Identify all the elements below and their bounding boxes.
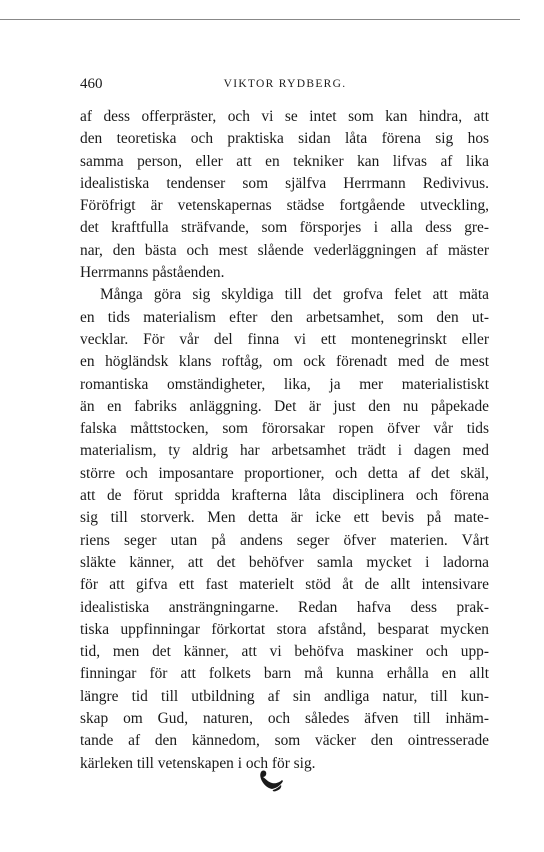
top-rule xyxy=(0,19,520,20)
page-number: 460 xyxy=(80,76,103,92)
text-line: för att gifva ett fast materielt stöd åt de allt intensivare xyxy=(80,576,489,594)
text-line: tande af den kännedom, som väcker den ointresserade xyxy=(80,732,489,750)
text-line: en högländsk klans roftåg, om ock förenadt med de mest xyxy=(80,353,489,371)
text-line: Föröfrigt är vetenskapernas städse fortgående utveckling, xyxy=(80,197,489,215)
text-line: än en fabriks anläggning. Det är just den nu påpekade xyxy=(80,397,489,415)
text-line: sig till storverk. Men detta är icke ett bevis på mate- xyxy=(80,509,489,527)
text-line: idealistiska tendenser som själfva Herrmann Redivivus. xyxy=(80,174,489,192)
text-line: längre tid till utbildning af sin andliga natur, till kun- xyxy=(80,687,489,705)
text-line: kärleken till vetenskapen i och för sig. xyxy=(80,754,316,772)
text-line: materialism, ty aldrig har arbetsamhet trädt i dagen med xyxy=(80,442,489,460)
text-line: Många göra sig skyldiga till det grofva felet att mäta xyxy=(100,286,489,304)
text-line: det kraftfulla sträfvande, som försporjes i alla dess gre- xyxy=(80,219,489,237)
text-line: större och imposantare proportioner, och detta af det skäl, xyxy=(80,464,489,482)
text-line: tid, men det känner, att vi behöfva maskiner och upp- xyxy=(80,643,489,661)
text-line: Herrmanns påståenden. xyxy=(80,264,225,282)
text-line: den teoretiska och praktiska sidan låta förena sig hos xyxy=(80,130,489,148)
body-text xyxy=(80,106,489,775)
text-line: nar, den bästa och mest slående vederläggningen af mäster xyxy=(80,241,489,259)
text-line: riens seger utan på andens seger öfver materien. Vårt xyxy=(80,531,489,549)
text-line: en tids materialism efter den arbetsamhet, som den ut- xyxy=(80,308,489,326)
page-header xyxy=(80,76,490,94)
text-line: vecklar. För vår del finna vi ett montenegrinskt eller xyxy=(80,330,489,348)
text-line: af dess offerpräster, och vi se intet som kan hindra, att xyxy=(80,108,489,125)
fleuron-ornament-icon xyxy=(257,768,287,794)
text-line: idealistiska ansträngningarne. Redan hafva dess prak- xyxy=(80,598,489,616)
text-line: att de förut spridda krafterna låta disciplinera och förena xyxy=(80,487,489,505)
text-line: samma person, eller att en tekniker kan lifvas af lika xyxy=(80,152,489,170)
running-head: VIKTOR RYDBERG. xyxy=(223,78,347,90)
text-line: finningar för att folkets barn må kunna erhålla en allt xyxy=(80,665,489,683)
text-line: tiska uppfinningar förkortat stora afstånd, besparat mycken xyxy=(80,620,489,638)
text-line: skap om Gud, naturen, och således äfven till inhäm- xyxy=(80,710,489,728)
text-line: falska måttstocken, som förorsakar ropen öfver vår tids xyxy=(80,420,489,438)
text-line: romantiska omständigheter, lika, ja mer materialistiskt xyxy=(80,375,489,393)
text-line: släkte känner, att det behöfver samla mycket i ladorna xyxy=(80,553,489,571)
